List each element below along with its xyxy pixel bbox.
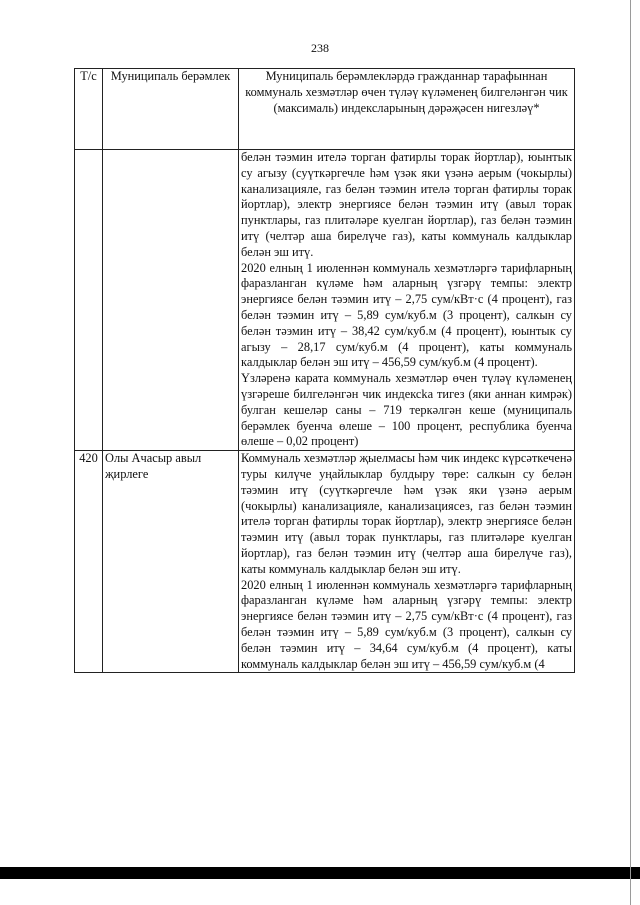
paragraph: белән тәэмин ителә торган фатирлы торак йортлар), юынтык су агызу (суүткәргечле һәм үзәк яки үзәнә аерым (чокырлы) канализацияле, газ белән тәэмин ителә торган фатирлы торак йортлар), электр энергиясе белән тәэмин итү (авыл торак пунктлары, газ плитәләре куелган йортлар), газ белән тәэмин итү (челтәр аша бирелүче газ), каты коммуналь калдыклар белән эш итү.	[241, 150, 572, 259]
justification-cell	[239, 150, 575, 451]
row-number-cell	[75, 150, 103, 451]
header-number: Т/с	[75, 69, 103, 150]
header-justification: Муниципаль берәмлекләрдә гражданнар тарафыннан коммуналь хезмәтләр өчен түләү күләменең билгеләнгән чик (максималь) индексларының дәрәҗәсен нигезләү*	[239, 69, 575, 150]
page-number: 238	[311, 41, 329, 55]
scan-bottom-border	[0, 867, 640, 879]
municipality-cell: Олы Ачасыр авыл җирлеге	[103, 451, 239, 673]
paragraph: 2020 елның 1 июленнән коммуналь хезмәтләргә тарифларның фаразланган күләме һәм аларның үзгәрү темпы: электр энергиясе белән тәэмин итү – 2,75 сум/кВт·с (4 процент), газ белән тәэмин итү – 5,89 сум/куб.м (3 процент), салкын су белән тәэмин итү – 34,64 сум/куб.м (4 процент), каты коммуналь калдыклар белән эш итү – 456,59 сум/куб.м (4	[241, 577, 572, 671]
table-row-420	[75, 451, 575, 673]
row-number-cell: 420	[75, 451, 103, 673]
paragraph: 2020 елның 1 июленнән коммуналь хезмәтләргә тарифларның фаразланган күләме һәм аларның үзгәрү темпы: электр энергиясе белән тәэмин итү – 2,75 сум/кВт·с (4 процент), газ белән тәэмин итү – 5,89 сум/куб.м (3 процент), салкын су белән тәэмин итү – 38,42 сум/куб.м (4 процент), юынтык су агызу – 28,17 сум/куб.м (4 процент), каты коммуналь калдыклар белән эш итү – 456,59 сум/куб.м (4 процент).	[241, 260, 572, 370]
municipality-cell	[103, 150, 239, 451]
paragraph: Коммуналь хезмәтләр җыелмасы һәм чик индекс күрсәткеченә туры килүче уңайлыклар булдыру төре: салкын су белән тәэмин итү (суүткәргечле һәм үзәк яки үзәнә аерым (чокырлы) канализацияле, канализациясез, газ белән тәэмин ителә торган фатирлы торак йортлар), электр энергиясе белән тәэмин итү (авыл торак пунктлары, газ плитәләре куелган йортлар), газ белән тәэмин итү (челтәр аша бирелүче газ), каты коммуналь калдыклар белән эш итү.	[241, 451, 572, 576]
justification-cell	[239, 451, 575, 673]
paragraph: Үзләренә карата коммуналь хезмәтләр өчен түләү күләменең үзгәреше билгеләнгән чик индексka тигез (яки аннан кимрәк) булган кешеләр саны – 719 теркәлгән кеше (муниципаль берәмлек буенча өлеше – 100 процент, республика буенча өлеше – 0,02 процент)	[241, 371, 572, 449]
table-header-row	[75, 69, 575, 150]
scan-right-edge	[630, 0, 631, 905]
table-row-continued	[75, 150, 575, 451]
tariff-table	[74, 68, 575, 673]
header-municipality: Муниципаль берәмлек	[103, 69, 239, 150]
